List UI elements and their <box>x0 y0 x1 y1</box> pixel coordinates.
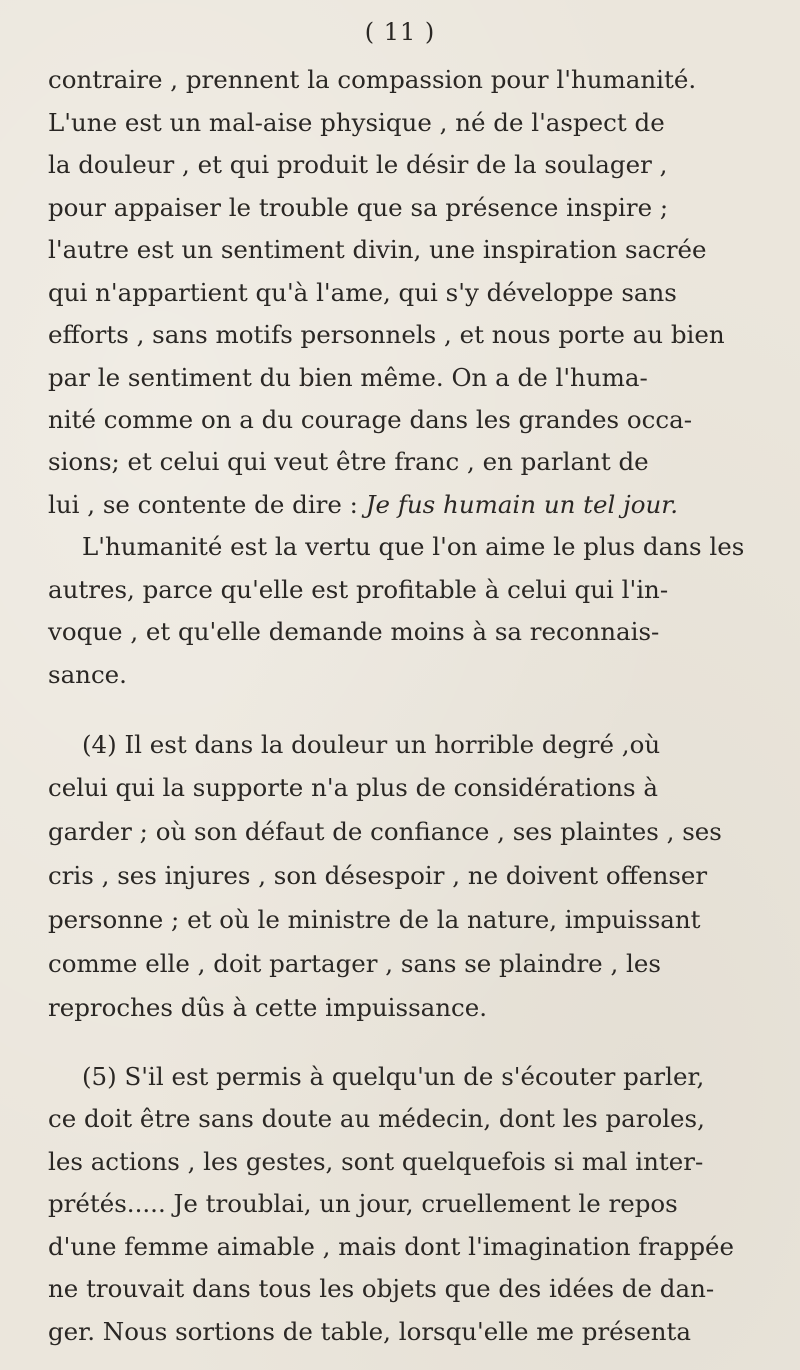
text-line: par le sentiment du bien même. On a de l'huma- <box>48 363 648 392</box>
text-line: (5) S'il est permis à quelqu'un de s'écouter parler, <box>82 1062 705 1091</box>
text-line: qui n'appartient qu'à l'ame, qui s'y développe sans <box>48 278 677 307</box>
text-line: la douleur , et qui produit le désir de la soulager , <box>48 150 668 179</box>
text-fragment: lui , se contente de dire : <box>48 490 366 519</box>
text-line: l'autre est un sentiment divin, une inspiration sacrée <box>48 235 707 264</box>
text-line: sance. <box>48 660 127 689</box>
italic-quote: Je fus humain un tel jour. <box>365 490 679 519</box>
text-line: prétés..... Je troublai, un jour, cruellement le repos <box>48 1189 678 1218</box>
text-line: contraire , prennent la compassion pour l'humanité. <box>48 65 697 94</box>
text-line: garder ; où son défaut de confiance , ses plaintes , ses <box>48 817 722 846</box>
text-line: d'une femme aimable , mais dont l'imagination frappée <box>48 1232 735 1261</box>
text-line: (4) Il est dans la douleur un horrible degré ,où <box>82 730 661 759</box>
text-line: ne trouvait dans tous les objets que des idées de dan- <box>48 1274 715 1303</box>
text-line: L'humanité est la vertu que l'on aime le plus dans les <box>82 532 745 561</box>
text-line: cris , ses injures , son désespoir , ne doivent offenser <box>48 861 708 890</box>
text-line-with-quote <box>48 489 678 521</box>
text-line: nité comme on a du courage dans les grandes occa- <box>48 405 692 434</box>
text-line: ce doit être sans doute au médecin, dont les paroles, <box>48 1104 705 1133</box>
text-line: personne ; et où le ministre de la nature, impuissant <box>48 905 701 934</box>
text-line: L'une est un mal-aise physique , né de l'aspect de <box>48 108 665 137</box>
page-number: ( 11 ) <box>364 18 436 46</box>
text-line: celui qui la supporte n'a plus de considérations à <box>48 773 658 802</box>
text-line: les actions , les gestes, sont quelquefois si mal inter- <box>48 1147 704 1176</box>
text-line: pour appaiser le trouble que sa présence inspire ; <box>48 193 669 222</box>
text-line: ger. Nous sortions de table, lorsqu'elle me présenta <box>48 1317 691 1346</box>
text-line: reproches dûs à cette impuissance. <box>48 993 488 1022</box>
text-line: sions; et celui qui veut être franc , en parlant de <box>48 447 649 476</box>
text-line: efforts , sans motifs personnels , et nous porte au bien <box>48 320 725 349</box>
text-line: comme elle , doit partager , sans se plaindre , les <box>48 949 661 978</box>
text-line: autres, parce qu'elle est profitable à celui qui l'in- <box>48 575 669 604</box>
text-line: voque , et qu'elle demande moins à sa reconnais- <box>48 617 660 646</box>
